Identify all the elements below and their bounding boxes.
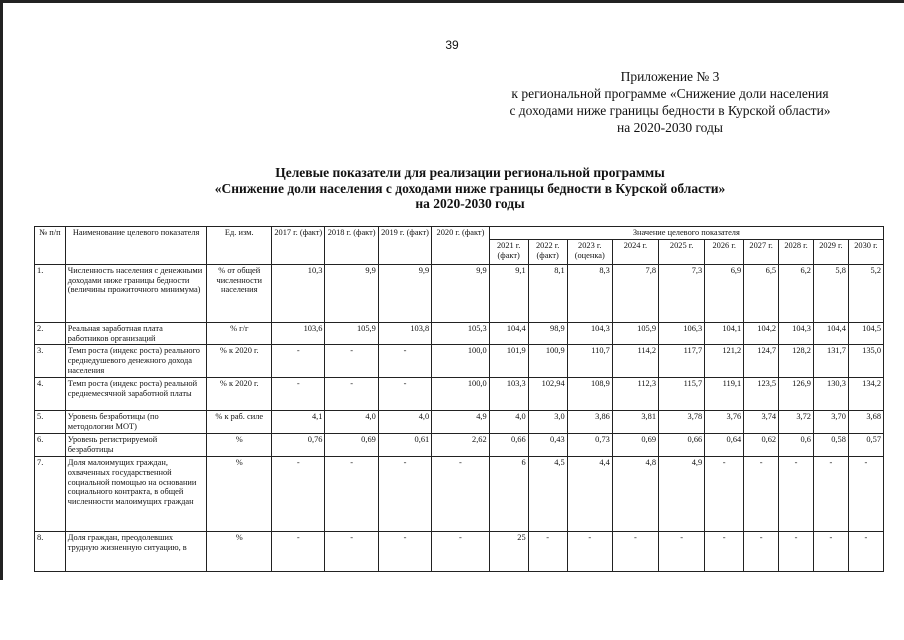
appendix-header xyxy=(470,68,870,136)
indicator-value: - xyxy=(705,531,744,571)
indicator-value: 0,43 xyxy=(528,434,567,457)
table-row xyxy=(35,456,884,531)
header-2023: 2023 г. (оценка) xyxy=(567,239,612,264)
indicator-value: 3,70 xyxy=(813,411,848,434)
indicator-value: 108,9 xyxy=(567,378,612,411)
indicator-value: 103,8 xyxy=(378,322,431,345)
indicator-value: 114,2 xyxy=(612,345,658,378)
indicator-value: - xyxy=(779,456,814,531)
indicator-value: - xyxy=(848,531,883,571)
indicator-value: 7,8 xyxy=(612,264,658,322)
indicator-value: 9,9 xyxy=(432,264,489,322)
indicator-value: - xyxy=(779,531,814,571)
indicator-value: 103,3 xyxy=(489,378,528,411)
row-number: 2. xyxy=(35,322,66,345)
indicator-value: 9,9 xyxy=(378,264,431,322)
indicator-name: Темп роста (индекс роста) реальной среднемесячной заработной платы xyxy=(65,378,207,411)
indicator-name: Доля граждан, преодолевших трудную жизненную ситуацию, в xyxy=(65,531,207,571)
indicator-value: 104,3 xyxy=(567,322,612,345)
indicator-value: - xyxy=(272,531,325,571)
indicator-unit: % к 2020 г. xyxy=(207,345,272,378)
indicator-value: 110,7 xyxy=(567,345,612,378)
indicator-value: 8,1 xyxy=(528,264,567,322)
indicator-value: 0,61 xyxy=(378,434,431,457)
header-2024: 2024 г. xyxy=(612,239,658,264)
indicator-value: 0,69 xyxy=(612,434,658,457)
indicator-value: 5,2 xyxy=(848,264,883,322)
indicator-value: - xyxy=(432,531,489,571)
row-number: 4. xyxy=(35,378,66,411)
indicator-value: 0,58 xyxy=(813,434,848,457)
table-row xyxy=(35,378,884,411)
indicator-value: - xyxy=(813,531,848,571)
indicator-value: 4,1 xyxy=(272,411,325,434)
scan-border-left xyxy=(0,0,3,640)
page-number: 39 xyxy=(445,38,459,52)
page-bottom-margin xyxy=(0,580,904,640)
indicator-name: Темп роста (индекс роста) реального среднедушевого денежного дохода населения xyxy=(65,345,207,378)
indicator-value: - xyxy=(744,531,779,571)
indicator-name: Численность населения с денежными доходами ниже границы бедности (величины прожиточного минимума) xyxy=(65,264,207,322)
indicator-value: 10,3 xyxy=(272,264,325,322)
indicator-value: 98,9 xyxy=(528,322,567,345)
indicator-value: 100,0 xyxy=(432,345,489,378)
indicator-value: 112,3 xyxy=(612,378,658,411)
indicator-value: 7,3 xyxy=(659,264,705,322)
table-row xyxy=(35,345,884,378)
indicator-value: - xyxy=(325,345,378,378)
indicator-value: - xyxy=(378,531,431,571)
indicator-value: 134,2 xyxy=(848,378,883,411)
indicator-value: 104,3 xyxy=(779,322,814,345)
indicator-value: 6,5 xyxy=(744,264,779,322)
header-2022: 2022 г. (факт) xyxy=(528,239,567,264)
table-row xyxy=(35,411,884,434)
header-2026: 2026 г. xyxy=(705,239,744,264)
indicator-value: 3,72 xyxy=(779,411,814,434)
indicator-unit: % от общей численности населения xyxy=(207,264,272,322)
header-2029: 2029 г. xyxy=(813,239,848,264)
indicator-unit: % г/г xyxy=(207,322,272,345)
row-number: 7. xyxy=(35,456,66,531)
indicator-value: - xyxy=(705,456,744,531)
indicator-value: 131,7 xyxy=(813,345,848,378)
indicator-name: Уровень регистрируемой безработицы xyxy=(65,434,207,457)
indicator-value: 123,5 xyxy=(744,378,779,411)
header-2019: 2019 г. (факт) xyxy=(378,227,431,265)
indicator-value: 105,9 xyxy=(612,322,658,345)
indicator-value: 100,9 xyxy=(528,345,567,378)
indicator-value: 5,8 xyxy=(813,264,848,322)
indicator-value: 4,9 xyxy=(432,411,489,434)
table-row xyxy=(35,264,884,322)
indicator-value: 104,4 xyxy=(489,322,528,345)
indicator-value: 119,1 xyxy=(705,378,744,411)
indicator-unit: % к раб. силе xyxy=(207,411,272,434)
indicator-value: 3,86 xyxy=(567,411,612,434)
header-2028: 2028 г. xyxy=(779,239,814,264)
indicator-value: 0,64 xyxy=(705,434,744,457)
indicator-value: 6 xyxy=(489,456,528,531)
indicator-value: - xyxy=(325,378,378,411)
indicator-value: 3,81 xyxy=(612,411,658,434)
table-body xyxy=(35,264,884,571)
indicator-value: 9,9 xyxy=(325,264,378,322)
indicator-value: - xyxy=(528,531,567,571)
indicators-table xyxy=(34,226,884,572)
indicator-value: 0,76 xyxy=(272,434,325,457)
header-unit: Ед. изм. xyxy=(207,227,272,265)
indicator-value: - xyxy=(612,531,658,571)
indicator-value: 101,9 xyxy=(489,345,528,378)
indicator-unit: % xyxy=(207,456,272,531)
header-2018: 2018 г. (факт) xyxy=(325,227,378,265)
indicator-value: - xyxy=(744,456,779,531)
indicator-value: 105,3 xyxy=(432,322,489,345)
title-line-1: Целевые показатели для реализации региональной программы xyxy=(275,165,665,180)
indicator-value: 115,7 xyxy=(659,378,705,411)
header-2020: 2020 г. (факт) xyxy=(432,227,489,265)
indicator-value: 0,66 xyxy=(659,434,705,457)
header-2025: 2025 г. xyxy=(659,239,705,264)
header-name: Наименование целевого показателя xyxy=(65,227,207,265)
indicator-value: 105,9 xyxy=(325,322,378,345)
indicator-value: 0,69 xyxy=(325,434,378,457)
scan-border-top xyxy=(0,0,904,3)
indicator-value: 103,6 xyxy=(272,322,325,345)
indicator-value: 0,62 xyxy=(744,434,779,457)
document-title xyxy=(140,165,800,212)
indicator-unit: % xyxy=(207,531,272,571)
indicator-value: - xyxy=(567,531,612,571)
indicator-value: 25 xyxy=(489,531,528,571)
indicator-value: 0,57 xyxy=(848,434,883,457)
indicator-value: - xyxy=(325,531,378,571)
indicator-value: 3,0 xyxy=(528,411,567,434)
header-group: Значение целевого показателя xyxy=(489,227,883,240)
indicator-value: 4,0 xyxy=(325,411,378,434)
indicator-value: - xyxy=(378,378,431,411)
indicator-value: 3,78 xyxy=(659,411,705,434)
indicator-value: 6,9 xyxy=(705,264,744,322)
indicator-value: 0,66 xyxy=(489,434,528,457)
indicator-value: 4,9 xyxy=(659,456,705,531)
indicator-value: 135,0 xyxy=(848,345,883,378)
row-number: 6. xyxy=(35,434,66,457)
table-row xyxy=(35,434,884,457)
indicator-value: 126,9 xyxy=(779,378,814,411)
indicator-value: - xyxy=(813,456,848,531)
indicator-value: 6,2 xyxy=(779,264,814,322)
indicator-value: 4,0 xyxy=(489,411,528,434)
indicator-value: 124,7 xyxy=(744,345,779,378)
indicator-value: 100,0 xyxy=(432,378,489,411)
header-2030: 2030 г. xyxy=(848,239,883,264)
indicator-value: 8,3 xyxy=(567,264,612,322)
indicator-value: 4,8 xyxy=(612,456,658,531)
indicator-name: Уровень безработицы (по методологии МОТ) xyxy=(65,411,207,434)
indicator-value: 0,6 xyxy=(779,434,814,457)
table-row xyxy=(35,322,884,345)
indicator-value: - xyxy=(272,345,325,378)
title-line-3: на 2020-2030 годы xyxy=(415,196,525,211)
appendix-line-2: к региональной программе «Снижение доли населения xyxy=(511,86,829,101)
indicator-name: Доля малоимущих граждан, охваченных государственной социальной помощью на основании социального контракта, в общей численности малоимущих граждан xyxy=(65,456,207,531)
row-number: 1. xyxy=(35,264,66,322)
indicator-value: 117,7 xyxy=(659,345,705,378)
indicator-value: 3,76 xyxy=(705,411,744,434)
indicator-value: 102,94 xyxy=(528,378,567,411)
appendix-line-1: Приложение № 3 xyxy=(620,69,720,84)
indicator-value: 121,2 xyxy=(705,345,744,378)
header-2027: 2027 г. xyxy=(744,239,779,264)
indicator-value: 130,3 xyxy=(813,378,848,411)
indicator-value: - xyxy=(659,531,705,571)
row-number: 3. xyxy=(35,345,66,378)
table-row xyxy=(35,531,884,571)
indicator-name: Реальная заработная плата работников организаций xyxy=(65,322,207,345)
indicator-value: 4,4 xyxy=(567,456,612,531)
indicator-value: 4,5 xyxy=(528,456,567,531)
indicator-value: 104,1 xyxy=(705,322,744,345)
indicator-value: 104,4 xyxy=(813,322,848,345)
indicator-value: 9,1 xyxy=(489,264,528,322)
indicator-value: - xyxy=(272,378,325,411)
indicator-value: 2,62 xyxy=(432,434,489,457)
indicator-unit: % к 2020 г. xyxy=(207,378,272,411)
indicator-value: 0,73 xyxy=(567,434,612,457)
indicator-value: - xyxy=(848,456,883,531)
indicator-unit: % xyxy=(207,434,272,457)
indicator-value: - xyxy=(378,345,431,378)
indicator-value: 3,74 xyxy=(744,411,779,434)
indicator-value: 4,0 xyxy=(378,411,431,434)
title-line-2: «Снижение доли населения с доходами ниже границы бедности в Курской области» xyxy=(214,180,726,196)
indicator-value: - xyxy=(272,456,325,531)
indicator-value: 3,68 xyxy=(848,411,883,434)
header-2021: 2021 г. (факт) xyxy=(489,239,528,264)
indicator-value: 106,3 xyxy=(659,322,705,345)
row-number: 8. xyxy=(35,531,66,571)
indicator-value: - xyxy=(432,456,489,531)
header-2017: 2017 г. (факт) xyxy=(272,227,325,265)
indicator-value: 128,2 xyxy=(779,345,814,378)
indicator-value: 104,5 xyxy=(848,322,883,345)
appendix-line-4: на 2020-2030 годы xyxy=(617,120,723,135)
header-num: № п/п xyxy=(35,227,66,265)
indicator-value: - xyxy=(378,456,431,531)
indicator-value: 104,2 xyxy=(744,322,779,345)
indicator-value: - xyxy=(325,456,378,531)
appendix-line-3: с доходами ниже границы бедности в Курской области» xyxy=(509,103,831,118)
row-number: 5. xyxy=(35,411,66,434)
